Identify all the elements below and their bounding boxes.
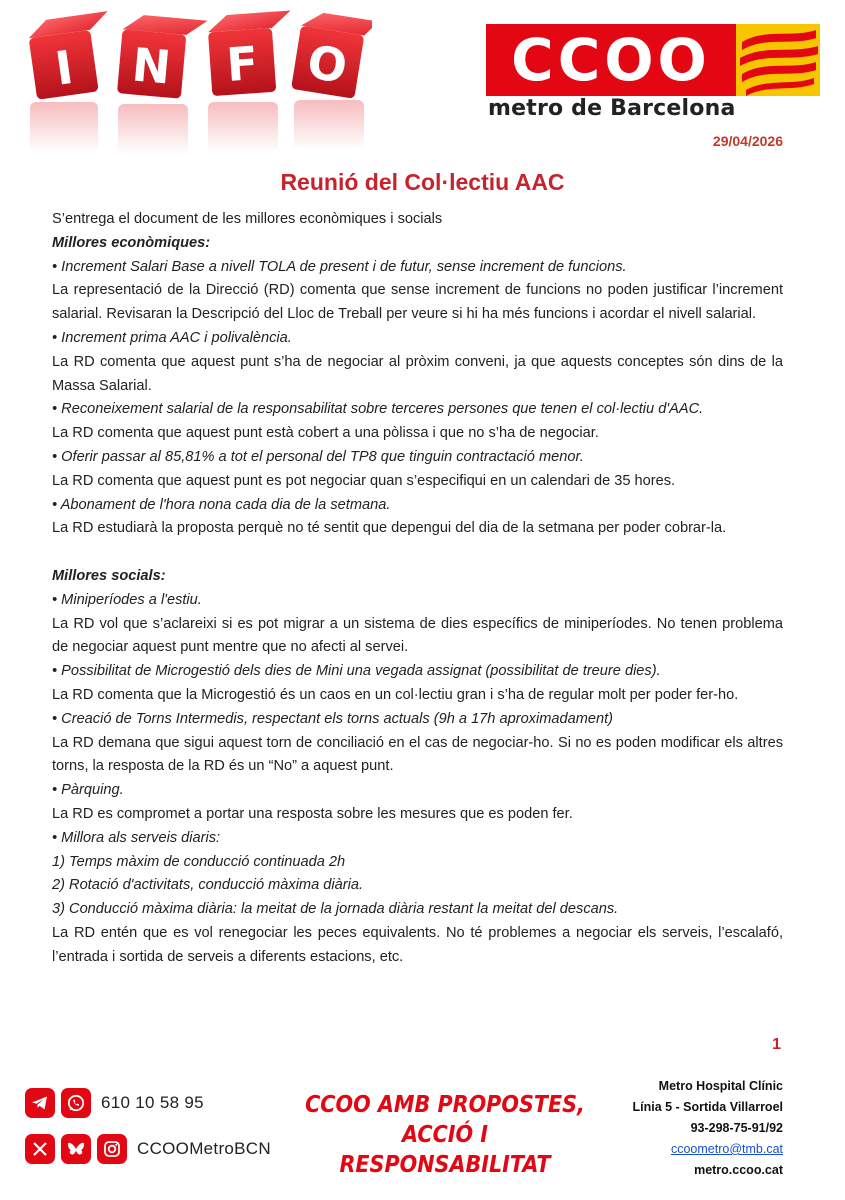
- social-contacts: [25, 1086, 285, 1178]
- document-date: 29/04/2026: [712, 133, 783, 149]
- proposal-item: • Pàrquing.: [52, 782, 124, 799]
- body-paragraph: La RD comenta que aquest punt està cobert a una pòlissa i que no s’ha de negociar.: [52, 425, 599, 442]
- page-title: Reunió del Col·lectiu AAC: [280, 169, 565, 195]
- document-body: [52, 208, 783, 970]
- body-paragraph: La RD estudiarà la proposta perquè no té sentit que depengui del dia de la setmana per poder cobrar-la.: [52, 520, 727, 537]
- slogan-line-2: ACCIÓ I RESPONSABILITAT: [339, 1122, 551, 1178]
- body-paragraph: La RD comenta que aquest punt s’ha de negociar al pròxim conveni, ja que aquests conceptes són dins de la Massa Salarial.: [52, 353, 783, 394]
- proposal-item: 1) Temps màxim de conducció continuada 2h: [52, 853, 346, 870]
- ccoo-logo: [486, 24, 820, 124]
- x-icon[interactable]: [25, 1134, 55, 1164]
- body-paragraph: La RD entén que es vol renegociar les peces equivalents. No té problemes a negociar els serveis, l’escalafó, l’entrada i sortida de serveis a diferents estacions, etc.: [52, 924, 783, 965]
- body-paragraph: La RD comenta que la Microgestió és un caos en un col·lectiu gran i s’ha de regular molt per poder fer-ho.: [52, 686, 739, 703]
- contact-block: [632, 1076, 783, 1181]
- body-paragraph: La RD es compromet a portar una resposta sobre les mesures que es poden fer.: [52, 805, 573, 822]
- proposal-item: • Increment prima AAC i polivalència.: [52, 329, 292, 346]
- info-letter-n: N: [129, 37, 174, 95]
- proposal-item: • Millora als serveis diaris:: [52, 829, 221, 846]
- slogan: [301, 1090, 589, 1180]
- proposal-item: • Oferir passar al 85,81% a tot el personal del TP8 que tinguin contractació menor.: [52, 448, 584, 465]
- page-number: 1: [772, 1036, 781, 1053]
- social-handle[interactable]: CCOOMetroBCN: [137, 1139, 271, 1158]
- phone-row: [25, 1086, 285, 1120]
- paragraph-gap: [52, 541, 783, 565]
- proposal-item: • Increment Salari Base a nivell TOLA de present i de futur, sense increment de funcions.: [52, 258, 627, 275]
- body-paragraph: La RD vol que s’aclareixi si es pot migrar a un sistema de dies específics de miniperíodes. No tenen problema de negociar aquest punt mentre que no afecti al servei.: [52, 615, 783, 656]
- info-letter-i: I: [51, 39, 77, 96]
- contact-phones: 93-298-75-91/92: [690, 1121, 783, 1135]
- info-logo: [22, 10, 372, 160]
- body-paragraph: La RD demana que sigui aquest torn de conciliació en el cas de negociar-ho. Si no es poden modificar els altres torns, la resposta de la RD és un “No” a aquest punt.: [52, 734, 783, 775]
- info-letter-f: F: [224, 35, 260, 93]
- telegram-icon[interactable]: [25, 1088, 55, 1118]
- social-row: [25, 1132, 285, 1166]
- bluesky-icon[interactable]: [61, 1134, 91, 1164]
- section-heading: Millores econòmiques:: [52, 234, 211, 251]
- contact-website-link[interactable]: metro.ccoo.cat: [694, 1163, 783, 1177]
- proposal-item: • Reconeixement salarial de la responsabilitat sobre terceres persones que tenen el col·lectiu d'AAC.: [52, 401, 704, 418]
- contact-location: Metro Hospital Clínic: [658, 1079, 783, 1093]
- proposal-item: • Abonament de l'hora nona cada dia de la setmana.: [52, 496, 391, 513]
- instagram-icon[interactable]: [97, 1134, 127, 1164]
- body-paragraph: La RD comenta que aquest punt es pot negociar quan s’especifiqui en un calendari de 35 hores.: [52, 472, 676, 489]
- contact-line: Línia 5 - Sortida Villarroel: [632, 1100, 783, 1114]
- proposal-item: • Possibilitat de Microgestió dels dies de Mini una vegada assignat (possibilitat de treure dies).: [52, 663, 661, 680]
- proposal-item: 3) Conducció màxima diària: la meitat de la jornada diària restant la meitat del descans.: [52, 901, 619, 918]
- proposal-item: • Creació de Torns Intermedis, respectant els torns actuals (9h a 17h aproximadament): [52, 710, 614, 727]
- slogan-line-1: CCOO AMB PROPOSTES,: [305, 1092, 585, 1118]
- phone-number[interactable]: 610 10 58 95: [101, 1093, 204, 1112]
- info-letter-o: O: [303, 34, 351, 94]
- body-paragraph: S’entrega el document de les millores econòmiques i socials: [52, 211, 443, 227]
- org-subtitle: metro de Barcelona: [488, 96, 736, 121]
- proposal-item: 2) Rotació d'activitats, conducció màxima diària.: [52, 877, 364, 894]
- section-heading: Millores socials:: [52, 567, 166, 584]
- senyera-flag-icon: [736, 24, 820, 96]
- whatsapp-icon[interactable]: [61, 1088, 91, 1118]
- proposal-item: • Miniperíodes a l'estiu.: [52, 591, 202, 608]
- body-paragraph: La representació de la Direcció (RD) comenta que sense increment de funcions no poden justificar l’increment salarial. Revisaran la Descripció del Lloc de Treball per veure si hi ha més funcions i acordar el nivell salarial.: [52, 282, 783, 323]
- ccoo-wordmark: CCOO: [486, 24, 736, 96]
- contact-email-link[interactable]: ccoometro@tmb.cat: [670, 1142, 783, 1156]
